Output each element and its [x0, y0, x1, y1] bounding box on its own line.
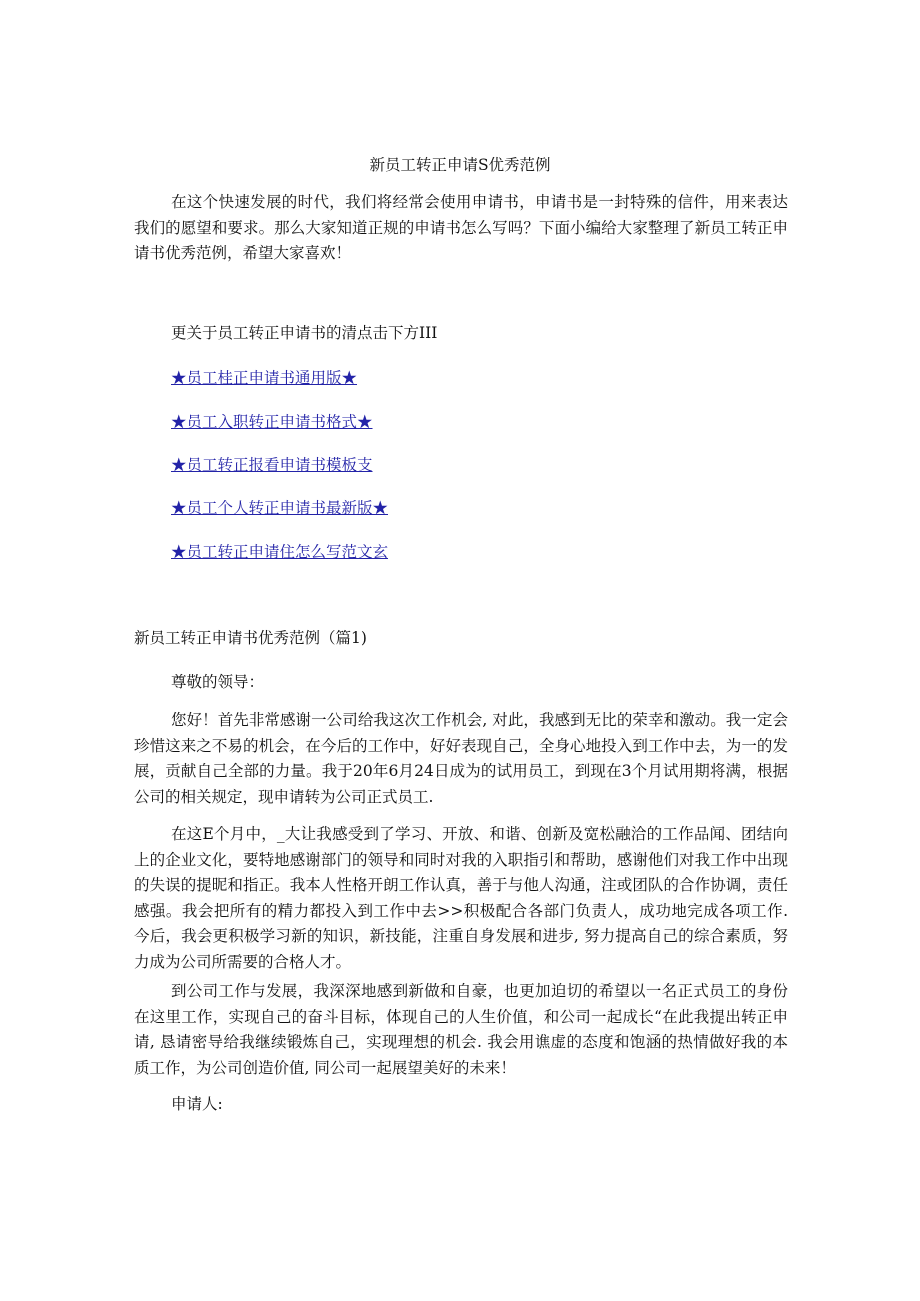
link-general-template[interactable]: ★员工桂正申请书通用版★ [171, 369, 358, 387]
body-paragraph-3: 到公司工作与发展，我深深地感到新做和自豪，也更加迫切的希望以一名正式员工的身份在这里工作，实现自己的奋斗目标，体现自己的人生价值，和公司一起成长“在此我提出转正申请, 恳请密导给我继续锻炼自己，实现理想的机会. 我会用谯虚的态度和饱涵的热情做好我的本质工作，为公司创造价值, 同公司一起展望美好的未来！ [134, 982, 788, 1077]
link-how-to-write[interactable]: ★员工转正申请住怎么写范文玄 [171, 543, 389, 561]
body-paragraph-2: 在这E个月中，_大让我感受到了学习、开放、和谐、创新及宽松融洽的工作品闻、团结向上的企业文化，要特地感谢部门的领导和同时对我的入职指引和帮助，感谢他们对我工作中出现的失误的提昵和指正。我本人性格开朗工作认真，善于与他人沟通，注或团队的合作协调，责任感强。我会把所有的精力都投入到工作中去>>积极配合各部门负责人，成功地完成各项工作. 今后，我会更积极学习新的知识，新技能，注重自身发展和进步, 努力提高自己的综合素质，努力成为公司所需要的合格人才。 [134, 825, 788, 971]
link-onboarding-format[interactable]: ★员工入职转正申请书格式★ [171, 413, 373, 431]
intro-paragraph: 在这个快速发展的时代，我们将经常会使用申请书，申请书是一封特殊的信件，用来表达我们的愿望和要求。那么大家知道正规的申请书怎么写吗？下面小编给大家整理了新员工转正申请书优秀范例，希望大家喜欢！ [134, 193, 788, 262]
document-title: 新员工转正申请S优秀范例 [369, 156, 551, 174]
section-title: 新员工转正申请书优秀范例（篇1) [134, 629, 367, 647]
salutation: 尊敬的领导： [171, 673, 265, 691]
body-paragraph-1: 您好！首先非常感谢一公司给我这次工作机会, 对此，我感到无比的荣幸和激动。我一定会珍惜这来之不易的机会，在今后的工作中，好好表现自己，全身心地投入到工作中去，为一的发展，贡献自己全部的力量。我于20年6月24日成为的试用员工，到现在3个月试用期将满，根据公司的相关规定，现申请转为公司正式员工. [134, 711, 788, 806]
link-latest-version[interactable]: ★员工个人转正申请书最新版★ [171, 499, 389, 517]
signature-label: 申请人: [171, 1095, 223, 1113]
link-report-template[interactable]: ★员工转正报看申请书模板支 [171, 456, 373, 474]
more-prompt: 更关于员工转正申请书的清点击下方III [171, 324, 438, 342]
